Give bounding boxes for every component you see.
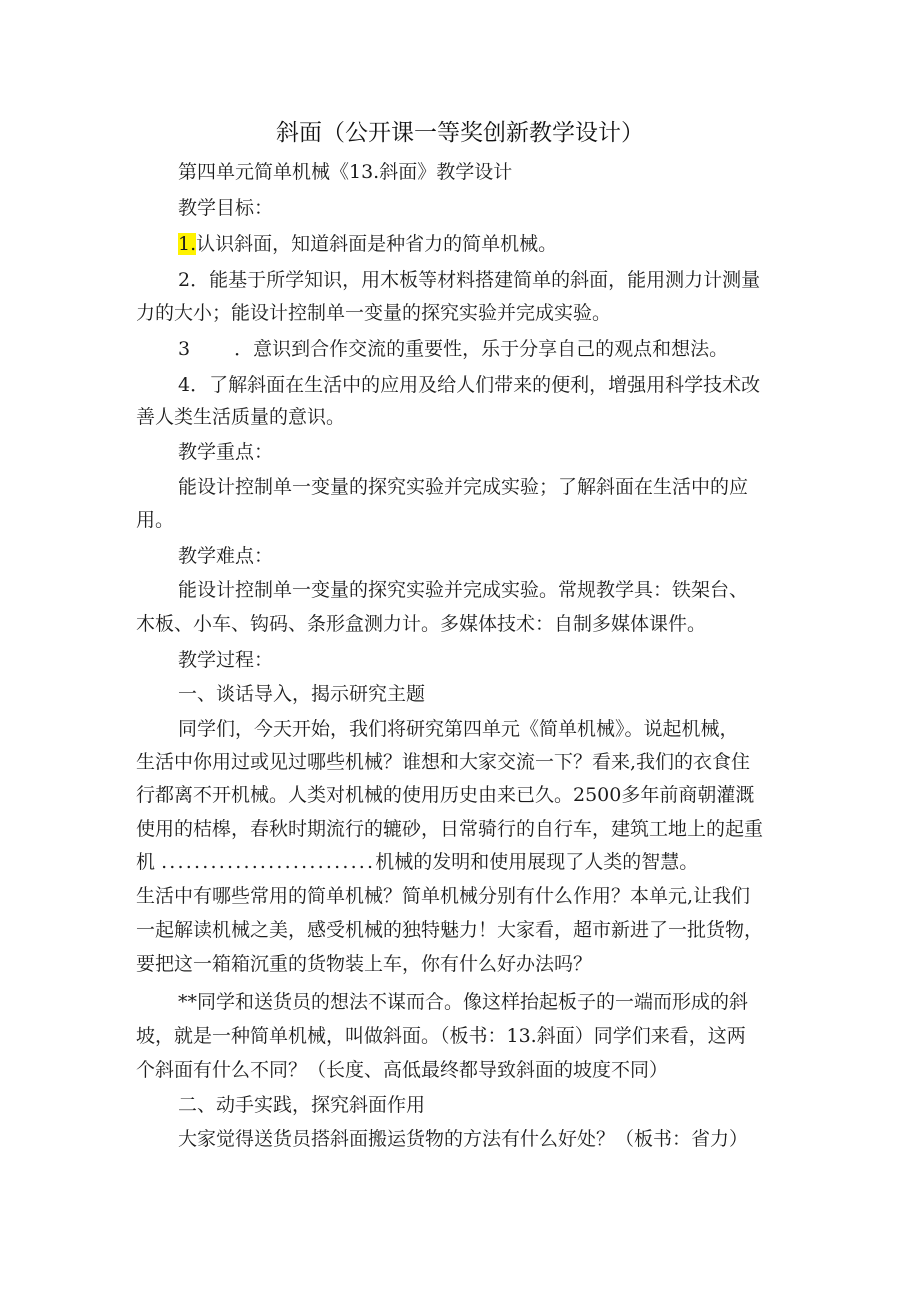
- objectives-heading: 教学目标：: [178, 197, 274, 219]
- paragraph-1-line-6: 生活中有哪些常用的简单机械？简单机械分别有什么作用？本单元,让我们: [136, 885, 751, 907]
- objective-4-line-2: 善人类生活质量的意识。: [136, 406, 346, 428]
- objective-2-line-1: 2．能基于所学知识，用木板等材料搭建简单的斜面，能用测力计测量: [178, 269, 761, 291]
- difficulties-line-1: 能设计控制单一变量的探究实验并完成实验。常规教学具：铁架台、: [178, 579, 749, 601]
- process-heading: 教学过程：: [178, 649, 274, 671]
- paragraph-1-line-4: 使用的桔槔，春秋时期流行的辘砂，日常骑行的自行车，建筑工地上的起重: [136, 818, 764, 840]
- paragraph-1-line-2: 生活中你用过或见过哪些机械？谁想和大家交流一下？看来,我们的衣食住: [136, 751, 751, 773]
- paragraph-2-line-3: 个斜面有什么不同？（长度、高低最终都导致斜面的坡度不同）: [136, 1059, 669, 1081]
- objective-1: [178, 232, 557, 256]
- subtitle: 第四单元简单机械《13.斜面》教学设计: [178, 161, 513, 183]
- paragraph-1-line-1: 同学们，今天开始，我们将研究第四单元《简单机械》。说起机械，: [178, 718, 739, 740]
- key-points-line-1: 能设计控制单一变量的探究实验并完成实验；了解斜面在生活中的应: [178, 476, 749, 498]
- paragraph-1-line-3: 行都离不开机械。人类对机械的使用历史由来已久。2500多年前商朝灌溉: [136, 784, 755, 806]
- objective-3-text: ．意识到合作交流的重要性，乐于分享自己的观点和想法。: [234, 338, 729, 360]
- paragraph-2-line-1: **同学和送货员的想法不谋而合。像这样抬起板子的一端而形成的斜: [178, 991, 749, 1013]
- highlighted-number: 1.: [178, 233, 197, 255]
- difficulties-line-2: 木板、小车、钩码、条形盒测力计。多媒体技术：自制多媒体课件。: [136, 613, 707, 635]
- paragraph-1-line-7: 一起解读机械之美，感受机械的独特魅力！大家看，超市新进了一批货物，: [136, 919, 764, 941]
- paragraph-1-line-5-end: 机械的发明和使用展现了人类的智慧。: [375, 851, 699, 873]
- page-title: 斜面（公开课一等奖创新教学设计）: [276, 120, 644, 146]
- paragraph-3-line-1: 大家觉得送货员搭斜面搬运货物的方法有什么好处？（板书：省力）: [178, 1128, 749, 1150]
- objective-2-line-2: 力的大小；能设计控制单一变量的探究实验并完成实验。: [136, 302, 612, 324]
- section-2-heading: 二、动手实践，探究斜面作用: [178, 1094, 426, 1116]
- objective-1-text: 认识斜面，知道斜面是种省力的简单机械。: [196, 233, 558, 255]
- key-points-line-2: 用。: [136, 509, 175, 531]
- key-points-heading: 教学重点：: [178, 441, 274, 463]
- ellipsis-dots: ..........................: [161, 851, 376, 873]
- paragraph-1-line-5: [136, 850, 698, 874]
- difficulties-heading: 教学难点：: [178, 545, 274, 567]
- paragraph-1-line-5-start: 机: [136, 851, 156, 873]
- objective-3: [178, 337, 728, 361]
- objective-3-number: 3: [178, 338, 191, 360]
- paragraph-1-line-8: 要把这一箱箱沉重的货物装上车，你有什么好办法吗？: [136, 953, 593, 975]
- section-1-heading: 一、谈话导入，揭示研究主题: [178, 683, 426, 705]
- objective-4-line-1: 4．了解斜面在生活中的应用及给人们带来的便利，增强用科学技术改: [178, 374, 761, 396]
- paragraph-2-line-2: 坡，就是一种简单机械，叫做斜面。（板书：13.斜面）同学们来看，这两: [136, 1025, 746, 1047]
